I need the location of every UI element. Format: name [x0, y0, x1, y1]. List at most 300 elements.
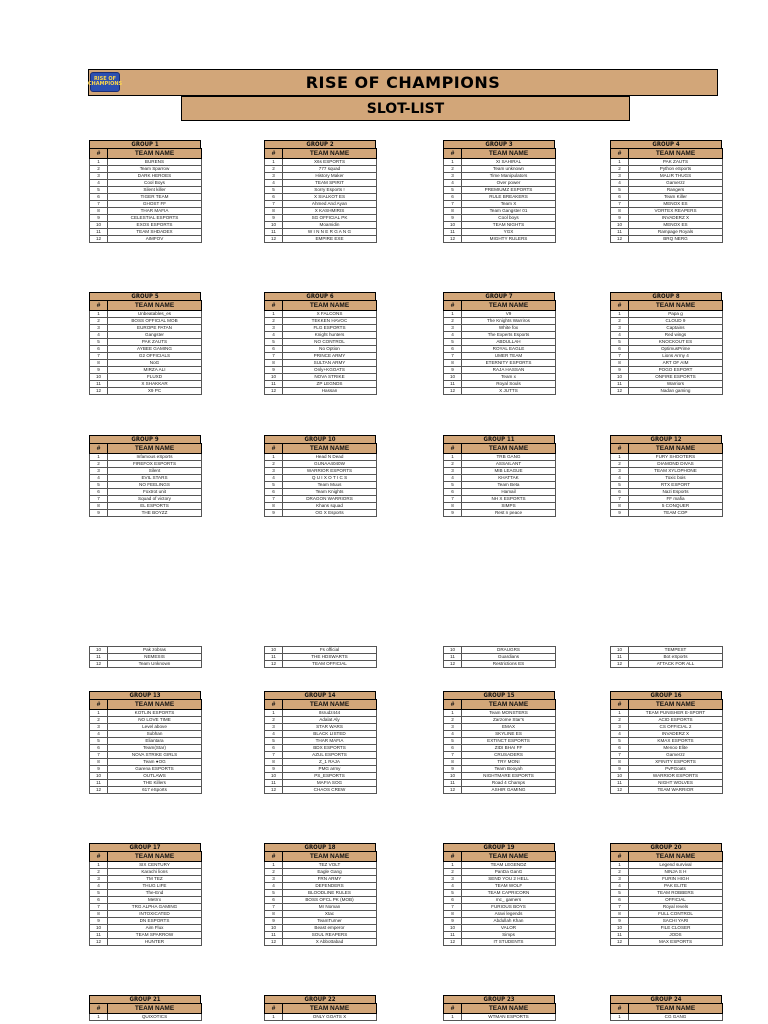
table-row	[265, 890, 377, 897]
slot-number: 3	[444, 325, 462, 332]
slot-number: 10	[90, 222, 108, 229]
team-name: Team Knights	[283, 489, 377, 496]
group-title: GROUP 1	[89, 140, 201, 148]
group-title: GROUP 12	[610, 435, 722, 443]
slot-number: 4	[265, 475, 283, 482]
team-name: The Experts Esports	[462, 332, 556, 339]
team-name: JODS	[629, 932, 723, 939]
slot-number: 10	[444, 222, 462, 229]
team-name-header: TEAM NAME	[108, 444, 202, 454]
team-name: ROYAL EAGLE	[462, 346, 556, 353]
team-name: PanDa GanG	[462, 869, 556, 876]
group-continuation	[610, 646, 722, 668]
slot-number: 10	[444, 773, 462, 780]
team-name: Python eSports	[629, 166, 723, 173]
group-block	[610, 292, 722, 395]
slot-number-header: #	[444, 149, 462, 159]
table-row	[444, 717, 556, 724]
team-name: Over power	[462, 180, 556, 187]
slot-table	[610, 443, 723, 517]
table-row	[265, 724, 377, 731]
slot-number: 7	[265, 201, 283, 208]
slot-number: 3	[611, 173, 629, 180]
table-row	[444, 766, 556, 773]
slot-number: 3	[265, 173, 283, 180]
slot-number: 7	[265, 496, 283, 503]
table-row	[444, 482, 556, 489]
slot-number: 2	[444, 461, 462, 468]
team-name: Rangers	[629, 187, 723, 194]
table-row	[265, 194, 377, 201]
team-name: Team Beta	[462, 482, 556, 489]
slot-number: 7	[611, 752, 629, 759]
slot-number: 2	[611, 166, 629, 173]
slot-number: 8	[90, 360, 108, 367]
table-row	[265, 939, 377, 946]
table-row	[611, 461, 723, 468]
table-row	[611, 710, 723, 717]
table-row	[611, 897, 723, 904]
table-row	[611, 759, 723, 766]
team-name: XI SAHIRAL	[462, 159, 556, 166]
table-row	[90, 215, 202, 222]
slot-number: 10	[611, 925, 629, 932]
group-block	[89, 995, 201, 1021]
table-row	[611, 745, 723, 752]
slot-number: 9	[265, 510, 283, 517]
slot-number: 1	[611, 454, 629, 461]
table-row	[444, 360, 556, 367]
table-row	[444, 374, 556, 381]
group-block	[89, 435, 201, 517]
slot-number: 3	[444, 724, 462, 731]
table-header-row	[611, 444, 723, 454]
team-name: IT STUDENTS	[462, 939, 556, 946]
team-name: YGX	[462, 229, 556, 236]
slot-number: 12	[611, 787, 629, 794]
team-name: No Option	[283, 346, 377, 353]
slot-number: 8	[265, 503, 283, 510]
team-name: ONFIRE ESPORTS	[629, 374, 723, 381]
team-name: Team Muus	[283, 482, 377, 489]
slot-number: 7	[611, 353, 629, 360]
table-row	[265, 367, 377, 374]
table-row	[611, 939, 723, 946]
table-row	[611, 731, 723, 738]
slot-number: 9	[611, 510, 629, 517]
table-row	[265, 215, 377, 222]
team-name-header: TEAM NAME	[629, 149, 723, 159]
slot-number: 12	[265, 236, 283, 243]
team-name: Level above	[108, 724, 202, 731]
slot-number: 5	[611, 890, 629, 897]
team-name: SIMPS	[462, 503, 556, 510]
table-row	[90, 318, 202, 325]
slot-number: 1	[90, 454, 108, 461]
team-name: WARRIOR ESPORTS	[283, 468, 377, 475]
team-name: Aravi legends	[462, 911, 556, 918]
table-row	[90, 496, 202, 503]
table-row	[444, 180, 556, 187]
table-row	[265, 461, 377, 468]
table-row	[611, 482, 723, 489]
slot-number: 9	[265, 367, 283, 374]
slot-number: 9	[444, 510, 462, 517]
table-row	[611, 911, 723, 918]
table-row	[444, 911, 556, 918]
slot-number: 6	[444, 745, 462, 752]
slot-number: 1	[444, 311, 462, 318]
team-name: PREMIUMZ ESPORTS	[462, 187, 556, 194]
team-name: XFINITY ESPORTS	[629, 759, 723, 766]
slot-number: 3	[444, 468, 462, 475]
slot-number: 2	[265, 318, 283, 325]
slot-table	[443, 699, 556, 794]
team-name: Cool boys	[462, 215, 556, 222]
team-name: Adalat Aly	[283, 717, 377, 724]
team-name: EMAX	[462, 724, 556, 731]
table-header-row	[265, 301, 377, 311]
group-block	[443, 435, 555, 517]
table-row	[611, 496, 723, 503]
slot-number: 12	[90, 661, 108, 668]
group-title: GROUP 10	[264, 435, 376, 443]
team-name: TEAM WARRIOR	[629, 787, 723, 794]
slot-number: 10	[90, 773, 108, 780]
team-name: PS_ESPORTS	[283, 773, 377, 780]
table-row	[611, 339, 723, 346]
team-name: INVADERZ X	[629, 731, 723, 738]
slot-number: 7	[444, 752, 462, 759]
slot-number: 4	[444, 883, 462, 890]
table-row	[611, 222, 723, 229]
slot-number: 2	[611, 318, 629, 325]
team-name: SULTAN ARMY	[283, 360, 377, 367]
slot-number: 6	[265, 489, 283, 496]
table-row	[444, 787, 556, 794]
page-subtitle: SLOT-LIST	[366, 101, 445, 117]
slot-number: 6	[611, 745, 629, 752]
slot-table	[610, 699, 723, 794]
table-row	[444, 236, 556, 243]
team-name: BDX ESPORTS	[283, 745, 377, 752]
slot-table	[264, 1003, 377, 1021]
slot-number: 9	[90, 215, 108, 222]
team-name: PAK ZAUTS	[108, 339, 202, 346]
slot-number: 11	[611, 229, 629, 236]
table-header-row	[265, 1004, 377, 1014]
team-name: EXTINCT ESPORTS	[462, 738, 556, 745]
table-row	[444, 890, 556, 897]
slot-number: 6	[444, 489, 462, 496]
slot-number: 10	[90, 647, 108, 654]
table-row	[265, 911, 377, 918]
table-row	[90, 367, 202, 374]
group-title: GROUP 15	[443, 691, 555, 699]
slot-number: 1	[90, 862, 108, 869]
table-row	[90, 454, 202, 461]
team-name: KNOCKOUT ES	[629, 339, 723, 346]
slot-number: 8	[90, 911, 108, 918]
team-name: 617 eSports	[108, 787, 202, 794]
slot-number: 6	[444, 897, 462, 904]
slot-number: 11	[444, 780, 462, 787]
table-row	[265, 876, 377, 883]
team-name: PAK ZAUTS	[629, 159, 723, 166]
table-row	[265, 647, 377, 654]
team-name: Fs official	[283, 647, 377, 654]
table-row	[611, 766, 723, 773]
team-name: Team Sparrow	[108, 166, 202, 173]
table-row	[444, 496, 556, 503]
slot-number: 8	[444, 208, 462, 215]
team-name: OptimusPrime	[629, 346, 723, 353]
slot-number: 12	[90, 236, 108, 243]
slot-number: 1	[90, 311, 108, 318]
slot-number: 2	[90, 318, 108, 325]
team-name-header: TEAM NAME	[283, 301, 377, 311]
group-title: GROUP 14	[264, 691, 376, 699]
table-row	[90, 911, 202, 918]
table-row	[90, 862, 202, 869]
table-row	[611, 187, 723, 194]
slot-number: 1	[90, 159, 108, 166]
table-row	[444, 661, 556, 668]
slot-number: 12	[444, 939, 462, 946]
team-name: NO FEELINGS	[108, 482, 202, 489]
team-name: FILE CLOSER	[629, 925, 723, 932]
table-row	[265, 482, 377, 489]
slot-number: 4	[611, 883, 629, 890]
team-name: NOVA STRIKE	[283, 374, 377, 381]
group-title: GROUP 5	[89, 292, 201, 300]
group-block	[264, 435, 376, 517]
slot-number-header: #	[90, 444, 108, 454]
table-row	[444, 869, 556, 876]
team-name: TEZ VOLT	[283, 862, 377, 869]
team-name: HUNTER	[108, 939, 202, 946]
slot-number: 7	[611, 904, 629, 911]
table-row	[444, 780, 556, 787]
table-row	[265, 731, 377, 738]
team-name: 5 CONQUER	[629, 503, 723, 510]
slot-number: 10	[611, 647, 629, 654]
slot-number-header: #	[611, 301, 629, 311]
team-name: TEAM LEGENDZ	[462, 862, 556, 869]
team-name: CS OFFICIAL 2	[629, 724, 723, 731]
team-name: RAJA HASSAN	[462, 367, 556, 374]
slot-number: 10	[265, 374, 283, 381]
team-name: Squad of victory	[108, 496, 202, 503]
slot-number: 6	[611, 897, 629, 904]
table-row	[611, 932, 723, 939]
slot-table	[610, 646, 723, 668]
team-name-header: TEAM NAME	[108, 700, 202, 710]
slot-number: 8	[265, 759, 283, 766]
team-name: CHAOS CREW	[283, 787, 377, 794]
group-block	[443, 995, 555, 1021]
team-name: Royal revels	[629, 904, 723, 911]
team-name: History Maker	[283, 173, 377, 180]
slot-number: 12	[265, 939, 283, 946]
slot-number: 6	[265, 346, 283, 353]
slot-number: 10	[265, 773, 283, 780]
team-name-header: TEAM NAME	[462, 1004, 556, 1014]
team-name-header: TEAM NAME	[283, 700, 377, 710]
table-row	[90, 468, 202, 475]
slot-number: 6	[265, 897, 283, 904]
slot-table	[443, 148, 556, 243]
team-name: GHOST FF	[108, 201, 202, 208]
table-row	[611, 883, 723, 890]
table-row	[611, 173, 723, 180]
table-row	[444, 381, 556, 388]
slot-number: 7	[90, 496, 108, 503]
table-row	[265, 318, 377, 325]
table-row	[444, 468, 556, 475]
team-name: QUIXOTICS	[108, 1014, 202, 1021]
table-row	[444, 454, 556, 461]
table-row	[265, 388, 377, 395]
slot-table	[264, 851, 377, 946]
table-row	[265, 759, 377, 766]
table-row	[90, 752, 202, 759]
slot-number-header: #	[444, 301, 462, 311]
slot-number: 1	[444, 710, 462, 717]
table-row	[90, 461, 202, 468]
slot-number: 7	[90, 904, 108, 911]
team-name: Only+KGOATS	[283, 367, 377, 374]
team-name: BURENS	[108, 159, 202, 166]
team-name: EXOS ESPORTS	[108, 222, 202, 229]
slot-number: 2	[90, 717, 108, 724]
slot-number: 7	[265, 752, 283, 759]
team-name: Silent	[108, 468, 202, 475]
team-name: MENOX ES	[629, 222, 723, 229]
slot-table	[443, 851, 556, 946]
table-row	[611, 724, 723, 731]
table-row	[265, 869, 377, 876]
team-name: SEND YOU 2 HELL	[462, 876, 556, 883]
team-name: OUTLAWS	[108, 773, 202, 780]
group-block	[610, 435, 722, 517]
team-name: Rest n peace	[462, 510, 556, 517]
slot-number: 1	[611, 159, 629, 166]
team-name: PRINCE ARMY	[283, 353, 377, 360]
group-continuation	[264, 646, 376, 668]
table-row	[611, 332, 723, 339]
table-row	[444, 773, 556, 780]
team-name: Xtac	[283, 911, 377, 918]
table-row	[444, 710, 556, 717]
table-header-row	[265, 149, 377, 159]
table-row	[444, 325, 556, 332]
table-row	[444, 647, 556, 654]
table-row	[90, 503, 202, 510]
team-name: WARRIOR ESPORTS	[629, 773, 723, 780]
team-name: BLACK LISTED	[283, 731, 377, 738]
table-row	[90, 236, 202, 243]
table-row	[611, 717, 723, 724]
slot-number: 10	[444, 925, 462, 932]
slot-number: 5	[444, 339, 462, 346]
team-name: Team X	[462, 201, 556, 208]
team-name: TEAM SHDADEX	[108, 229, 202, 236]
table-row	[90, 731, 202, 738]
team-name: ATTACK FOR ALL	[629, 661, 723, 668]
team-name: GUNAA4040W	[283, 461, 377, 468]
team-name: VALOR	[462, 925, 556, 932]
team-name-header: TEAM NAME	[108, 301, 202, 311]
table-row	[265, 710, 377, 717]
slot-number: 10	[265, 222, 283, 229]
team-name: Team x	[462, 374, 556, 381]
table-row	[265, 897, 377, 904]
team-name: THE Killers	[108, 780, 202, 787]
table-row	[265, 381, 377, 388]
table-row	[265, 166, 377, 173]
slot-number: 11	[265, 780, 283, 787]
team-name: V9	[462, 311, 556, 318]
table-row	[611, 166, 723, 173]
slot-number: 8	[611, 360, 629, 367]
slot-number-header: #	[444, 1004, 462, 1014]
group-title: GROUP 11	[443, 435, 555, 443]
slot-number: 5	[90, 738, 108, 745]
table-row	[444, 159, 556, 166]
team-name: SKYLINE ES	[462, 731, 556, 738]
table-row	[611, 236, 723, 243]
team-name: Subhan	[108, 731, 202, 738]
table-row	[265, 325, 377, 332]
team-name: Foxtrot unit	[108, 489, 202, 496]
team-name-header: TEAM NAME	[462, 852, 556, 862]
team-name-header: TEAM NAME	[629, 444, 723, 454]
group-title: GROUP 7	[443, 292, 555, 300]
team-name: ONLY GOATS X	[283, 1014, 377, 1021]
slot-number: 9	[90, 766, 108, 773]
table-row	[90, 932, 202, 939]
table-row	[444, 731, 556, 738]
team-name: Simps	[462, 932, 556, 939]
table-row	[265, 745, 377, 752]
team-name: STAR WARS	[283, 724, 377, 731]
team-name: Team MONSTERS	[462, 710, 556, 717]
team-name: X KASHMIRIS	[283, 208, 377, 215]
slot-table	[610, 148, 723, 243]
slot-number: 3	[265, 724, 283, 731]
slot-number: 8	[611, 503, 629, 510]
slot-number: 2	[444, 717, 462, 724]
slot-number: 10	[611, 773, 629, 780]
slot-table	[443, 646, 556, 668]
table-row	[444, 222, 556, 229]
team-name: Moamidin	[283, 222, 377, 229]
table-header-row	[444, 301, 556, 311]
table-row	[265, 752, 377, 759]
table-header-row	[90, 149, 202, 159]
slot-number: 9	[444, 918, 462, 925]
team-name: Cool Boys	[108, 180, 202, 187]
team-name: TEAM NIGHTS	[462, 222, 556, 229]
table-row	[265, 883, 377, 890]
slot-table	[89, 646, 202, 668]
table-row	[265, 332, 377, 339]
table-row	[444, 388, 556, 395]
table-row	[444, 897, 556, 904]
team-name: MAX ESPORTS	[629, 939, 723, 946]
table-row	[611, 229, 723, 236]
